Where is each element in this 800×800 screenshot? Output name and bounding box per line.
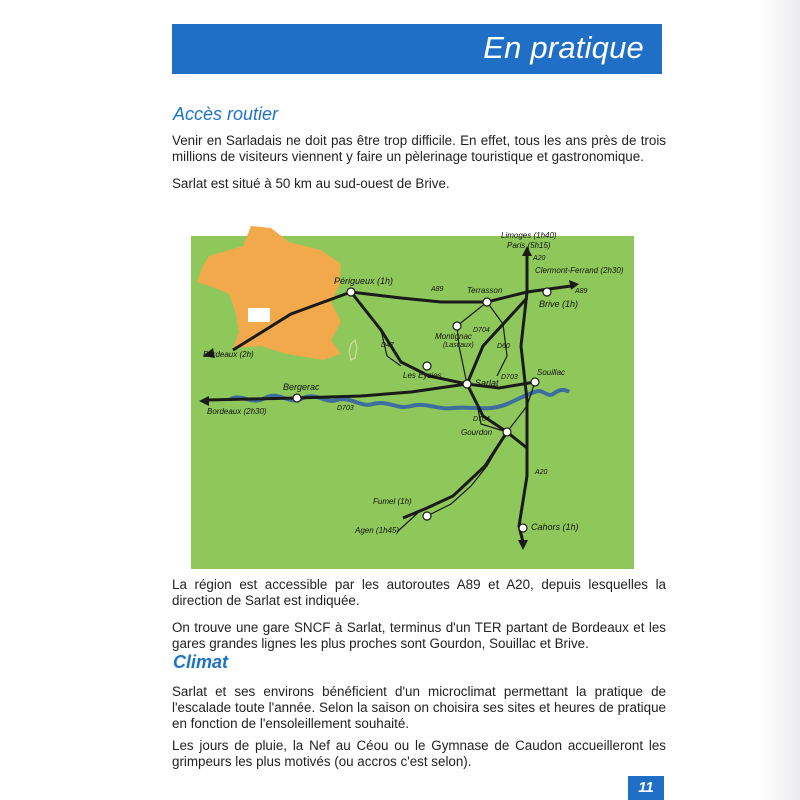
access-paragraph-4: On trouve une gare SNCF à Sarlat, terminus d'un TER partant de Bordeaux et les gares grandes lignes les plus proches sont Gourdon, Souillac et Brive. — [172, 620, 666, 651]
road-label-d704-north: D704 — [473, 327, 490, 334]
road-label-d704-south: D704 — [473, 416, 490, 423]
page-number: 11 — [628, 776, 664, 800]
road-label-d60: D60 — [497, 343, 510, 350]
header-banner — [172, 24, 662, 74]
access-paragraph-3: La région est accessible par les autoroutes A89 et A20, depuis lesquelles la direction de Sarlat est indiquée. — [172, 577, 666, 608]
label-clermont: Clermont-Ferrand (2h30) — [535, 266, 624, 275]
town-marker-perigueux — [347, 288, 355, 296]
town-marker-bergerac — [293, 394, 301, 402]
label-brive: Brive (1h) — [539, 299, 579, 309]
road-label-d47: D47 — [381, 342, 394, 349]
label-fumel: Fumel (1h) — [373, 497, 412, 506]
town-marker-sarlat — [463, 380, 471, 388]
page-title: En pratique — [483, 30, 644, 65]
label-terrasson: Terrasson — [467, 286, 503, 295]
town-marker-fumel — [423, 512, 431, 520]
town-marker-montignac — [453, 322, 461, 330]
section-title-climate: Climat — [173, 652, 229, 672]
france-region-marker — [248, 308, 270, 322]
label-limoges: Limoges (1h40) — [501, 231, 557, 240]
road-label-d703-east: D703 — [501, 374, 518, 381]
road-label-d703-west: D703 — [337, 405, 354, 412]
access-paragraph-2: Sarlat est situé à 50 km au sud-ouest de Brive. — [172, 176, 450, 191]
road-label-a89-east: A89 — [575, 288, 588, 295]
label-lascaux: (Lascaux) — [443, 342, 474, 349]
town-marker-souillac — [531, 378, 539, 386]
access-paragraph-1: Venir en Sarladais ne doit pas être trop difficile. En effet, tous les ans près de trois millions de visiteurs viennent y faire un pèlerinage touristique et gastronomique. — [172, 133, 666, 164]
label-bergerac: Bergerac — [283, 382, 320, 392]
climate-paragraph-2: Les jours de pluie, la Nef au Céou ou le Gymnase de Caudon accueilleront les grimpeurs les plus motivés (ou accros c'est selon). — [172, 738, 666, 769]
label-cahors: Cahors (1h) — [531, 522, 579, 532]
road-map — [191, 231, 634, 569]
road-label-a20-south: A20 — [535, 469, 548, 476]
section-title-access: Accès routier — [173, 104, 279, 124]
label-gourdon: Gourdon — [461, 428, 493, 437]
road-label-a20-north: A20 — [533, 255, 546, 262]
town-marker-gourdon — [503, 428, 511, 436]
page-edge-shadow — [760, 0, 800, 800]
label-souillac: Souillac — [537, 368, 566, 377]
town-marker-cahors — [519, 524, 527, 532]
label-bordeaux-top: Bordeaux (2h) — [203, 350, 254, 359]
label-montignac: Montignac — [435, 332, 472, 341]
town-marker-les-eyzies — [423, 362, 431, 370]
label-les-eyzies: Les Eyzies — [403, 371, 442, 380]
town-marker-brive — [543, 288, 551, 296]
climate-paragraph-1: Sarlat et ses environs bénéficient d'un microclimat permettant la pratique de l'escalade toute l'année. Selon la saison on choisira ses sites et heures de pratique en fonction de l'ensoleillement souhaité. — [172, 684, 666, 731]
label-sarlat: Sarlat — [475, 378, 499, 388]
label-perigueux: Périgueux (1h) — [334, 276, 394, 286]
label-paris: Paris (5h15) — [507, 241, 551, 250]
town-marker-terrasson — [483, 298, 491, 306]
road-label-a89-mid: A89 — [431, 286, 444, 293]
label-agen: Agen (1h45) — [355, 526, 400, 535]
label-bordeaux-bottom: Bordeaux (2h30) — [207, 407, 267, 416]
